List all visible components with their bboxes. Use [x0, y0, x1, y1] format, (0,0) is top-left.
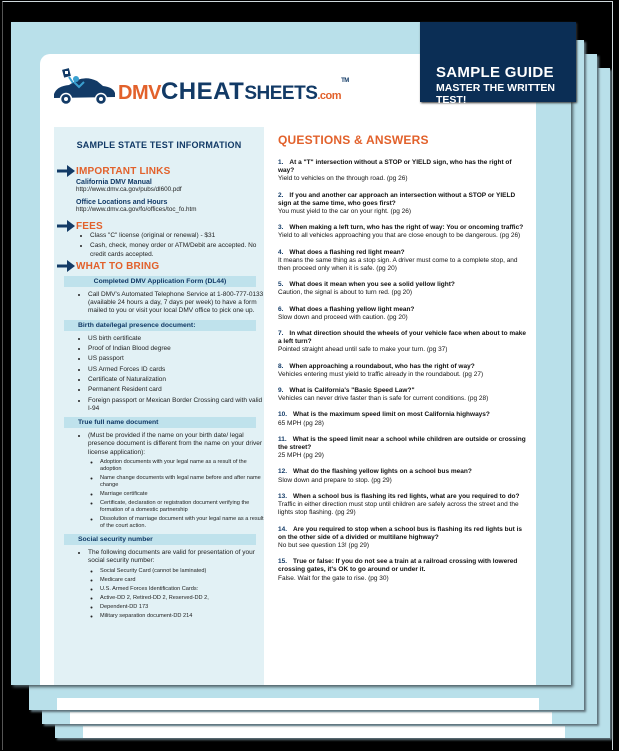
qa-item [278, 192, 526, 217]
fees-heading: FEES [76, 221, 103, 232]
question-number: 12. [278, 468, 288, 476]
question-text: Are you required to stop when a school bus is flashing its red lights but is on the other side of a divided or multilane highway? [278, 525, 523, 541]
answer-text: You must yield to the car on your right. (pg 26) [278, 208, 412, 216]
question-number: 14. [278, 525, 288, 533]
what-to-bring-section [76, 261, 264, 272]
page-content [40, 54, 555, 685]
question-text: What is California's "Basic Speed Law?" [289, 387, 415, 395]
question-text: When making a left turn, who has the right of way: You or oncoming traffic? [289, 224, 524, 232]
logo-com-text: .com [317, 90, 342, 102]
question-text: At a "T" intersection without a STOP or YIELD sign, who has the right of way? [278, 159, 512, 175]
question-number: 13. [278, 492, 288, 500]
link-url-dmv-manual[interactable]: http://www.dmv.ca.gov/pubs/dl600.pdf [76, 186, 182, 193]
question-number: 9. [278, 387, 284, 395]
true-name-list [74, 432, 264, 530]
question-text: What does a flashing yellow light mean? [289, 305, 415, 313]
question-number: 5. [278, 281, 284, 289]
birth-document-item: • Foreign passport or Mexican Border Crossing card with valid I-94 [88, 397, 264, 414]
qa-item [278, 306, 526, 322]
question-number: 15. [278, 558, 288, 566]
true-name-subitem: ◦ Name change documents with legal name before and after name change [100, 475, 264, 489]
logo-tm-text: TM [341, 78, 349, 84]
qa-item [278, 281, 526, 297]
fee-item: • Cash, check, money order or ATM/Debit are accepted. No credit cards accepted. [90, 242, 264, 259]
qa-heading: QUESTIONS & ANSWERS [278, 133, 429, 147]
logo-sheets-text: SHEETS [244, 83, 318, 104]
qa-item [278, 468, 526, 484]
important-links-section [76, 166, 264, 213]
question-text: What does a flashing red light mean? [289, 248, 405, 256]
answer-text: Yield to all vehicles approaching you that are close enough to be dangerous. (pg 26) [278, 232, 521, 240]
state-info-panel [54, 127, 264, 685]
answer-text: False. Wait for the gate to rise. (pg 30) [278, 574, 389, 582]
qa-item [278, 526, 526, 551]
ssn-subitem: ◦ U.S. Armed Forces Identification Cards: [100, 586, 264, 593]
application-list [74, 291, 264, 316]
front-page [11, 22, 571, 685]
true-name-item [88, 432, 264, 530]
answer-text: It means the same thing as a stop sign. A driver must come to a complete stop, and then proceed only when it is safe. (pg 20) [278, 256, 518, 273]
birth-document-item: • US birth certificate [88, 335, 264, 343]
arrow-right-icon [57, 220, 75, 232]
answer-text: Caution, the signal is about to turn red. (pg 20) [278, 289, 413, 297]
ssn-intro: The following documents are valid for presentation of your social security number: [88, 549, 255, 565]
logo-cheat-text: CHEAT [160, 78, 245, 105]
qa-item [278, 363, 526, 379]
birth-document-item: • US passport [88, 355, 264, 363]
arrow-right-icon [57, 165, 75, 177]
answer-text: Traffic in either direction must stop until children are safely across the street and the lights stop flashing. (pg 29) [278, 501, 519, 517]
panel-title: SAMPLE STATE TEST INFORMATION [76, 140, 242, 150]
answer-text: Vehicles entering must yield to traffic already in the roundabout. (pg 27) [278, 370, 484, 378]
link-url-office-locations[interactable]: http://www.dmv.ca.gov/fo/offices/toc_fo.htm [76, 206, 197, 213]
question-number: 7. [278, 330, 284, 338]
question-number: 8. [278, 362, 284, 370]
true-name-intro: (Must be provided if the name on your birth date/ legal presence document is different from the name on your driver license application): [88, 432, 263, 456]
true-name-subitem: ◦ Dissolution of marriage document with your legal name as a result of the court action. [100, 516, 264, 530]
birth-document-item: • Permanent Resident card [88, 386, 264, 394]
car-with-driver-icon [51, 68, 117, 108]
ssn-subitem: ◦ Medicare card [100, 577, 264, 584]
sample-guide-banner [420, 22, 576, 106]
fees-list [76, 232, 264, 259]
question-text: When a school bus is flashing its red lights, what are you required to do? [293, 492, 520, 500]
answer-text: No but see question 13! (pg 29) [278, 541, 370, 549]
qa-item [278, 558, 526, 583]
question-number: 2. [278, 191, 284, 199]
true-name-subitem: ◦ Certificate, declaration or registration document verifying the formation of a domestic partnership [100, 500, 264, 514]
qa-item [278, 436, 526, 461]
question-number: 4. [278, 248, 284, 256]
link-title-dmv-manual: California DMV Manual [76, 179, 152, 186]
banner-subtitle: MASTER THE WRITTEN TEST! [436, 82, 555, 106]
question-number: 11. [278, 435, 287, 443]
question-text: What does it mean when you see a solid yellow light? [289, 281, 455, 289]
true-name-subhead: True full name document [64, 417, 256, 428]
answer-text: Yield to vehicles on the through road. (pg 26) [278, 175, 408, 183]
question-text: If you and another car approach an intersection without a STOP or YIELD sign at the same time, who goes first? [278, 191, 516, 207]
application-item: • Call DMV's Automated Telephone Service at 1-800-777-0133 (available 24 hours a day, 7 days per week) to have a form mailed to you or visit your local DMV office to pick one up. [88, 291, 264, 316]
ssn-subitem: ◦ Dependent-DD 173 [100, 604, 264, 611]
question-number: 3. [278, 224, 284, 232]
logo-dmv-text: DMV [118, 82, 161, 104]
application-form-subhead: Completed DMV Application Form (DL44) [64, 276, 256, 287]
what-to-bring-heading: WHAT TO BRING [76, 260, 160, 272]
birth-document-item: • Certificate of Naturalization [88, 376, 264, 384]
question-text: What is the maximum speed limit on most California highways? [293, 411, 490, 419]
arrow-right-icon [57, 260, 75, 272]
true-name-subitem: ◦ Adoption documents with your legal name as a result of the adoption [100, 459, 264, 473]
answer-text: Vehicles can never drive faster than is safe for current conditions. (pg 28) [278, 395, 489, 403]
birth-document-item: • US Armed Forces ID cards [88, 366, 264, 374]
fee-item: • Class "C" license (original or renewal) - $31 [90, 232, 264, 240]
ssn-sublist [88, 568, 264, 620]
birth-document-item: • Proof of Indian Blood degree [88, 345, 264, 353]
ssn-list [74, 549, 264, 620]
important-links-heading: IMPORTANT LINKS [76, 166, 171, 177]
fees-section [76, 221, 264, 259]
answer-text: Slow down and proceed with caution. (pg 20) [278, 313, 408, 321]
ssn-subhead: Social security number [64, 534, 256, 545]
dmv-cheatsheets-logo [51, 68, 391, 108]
question-number: 6. [278, 305, 284, 313]
true-name-sublist [88, 459, 264, 530]
banner-title: SAMPLE GUIDE [436, 64, 554, 81]
qa-item [278, 249, 526, 274]
question-text: What is the speed limit near a school while children are outside or crossing the street? [278, 435, 526, 452]
question-number: 10. [278, 411, 288, 419]
question-text: True or false: If you do not see a train at a railroad crossing with lowered crossing gates, it's OK to go around or under it. [278, 558, 518, 574]
logo-wordmark [118, 78, 349, 106]
true-name-subitem: ◦ Marriage certificate [100, 491, 264, 498]
qa-item [278, 493, 526, 518]
qa-item [278, 411, 526, 427]
question-text: In what direction should the wheels of your vehicle face when about to make a left turn? [278, 330, 526, 346]
qa-item [278, 159, 526, 184]
answer-text: Slow down and prepare to stop. (pg 29) [278, 476, 392, 484]
questions-answers-section [278, 133, 526, 591]
birth-document-subhead: Birth date/legal presence document: [64, 320, 256, 331]
qa-item [278, 387, 526, 403]
question-text: When approaching a roundabout, who has the right of way? [289, 362, 475, 370]
question-number: 1. [278, 159, 284, 166]
link-title-office-locations: Office Locations and Hours [76, 199, 168, 206]
ssn-subitem: ◦ Military separation document-DD 214 [100, 613, 264, 620]
question-text: What do the flashing yellow lights on a school bus mean? [293, 468, 472, 476]
ssn-item [88, 549, 264, 620]
qa-item [278, 224, 526, 240]
answer-text: Pointed straight ahead until safe to make your turn. (pg 37) [278, 346, 448, 354]
birth-document-list [74, 335, 264, 413]
ssn-subitem: ◦ Active-DD 2, Retired-DD 2, Reserved-DD 2, [100, 595, 264, 602]
ssn-subitem: ◦ Social Security Card (cannot be laminated) [100, 568, 264, 575]
qa-item [278, 330, 526, 355]
answer-text: 25 MPH (pg 29) [278, 452, 324, 460]
answer-text: 65 MPH (pg 28) [278, 419, 324, 427]
